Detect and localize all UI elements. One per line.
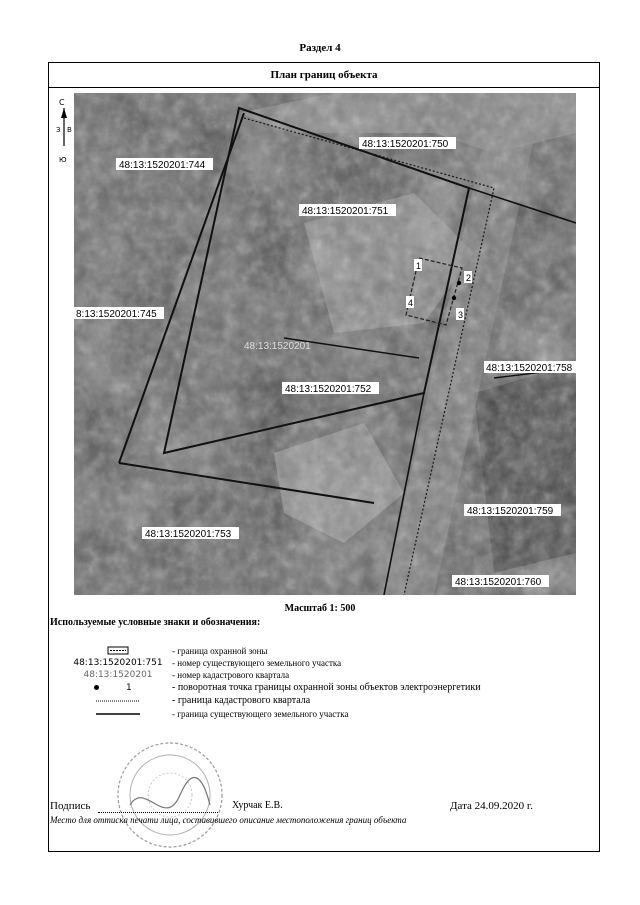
legend-item	[50, 682, 570, 694]
signature-date: Дата 24.09.2020 г.	[450, 800, 533, 812]
turning-point-symbol	[68, 682, 168, 694]
signature-underline	[98, 812, 218, 813]
legend-text: - граница существующего земельного участка	[172, 709, 349, 719]
compass-west: З	[56, 126, 61, 134]
parcel-label: 48:13:1520201:750	[362, 139, 449, 150]
parcel-number-symbol: 48:13:1520201:751	[73, 658, 163, 668]
parcel-label: 48:13:1520201:753	[145, 529, 232, 540]
parcel-label: 48:13:1520201:759	[467, 506, 554, 517]
legend-item	[50, 669, 570, 681]
parcel-label: 48:13:1520201:758	[486, 363, 573, 374]
compass-east: В	[67, 126, 72, 134]
map-scale: Масштаб 1: 500	[284, 603, 356, 614]
legend-item	[50, 645, 570, 657]
legend-item	[50, 657, 570, 669]
parcel-boundary-symbol	[68, 708, 168, 720]
parcel-label: 48:13:1520201:760	[455, 577, 542, 588]
stamp-note: Место для оттиска печати лица, составившего описание местоположения границ объекта	[50, 815, 407, 825]
compass-south: Ю	[59, 156, 67, 164]
compass-icon	[56, 96, 76, 166]
signature-label: Подпись	[50, 800, 91, 812]
point-number: 1	[126, 683, 132, 693]
legend-text: - поворотная точка границы охранной зоны объектов электроэнергетики	[172, 682, 481, 693]
turning-point	[452, 296, 456, 300]
signer-name: Хурчак Е.В.	[232, 800, 283, 811]
parcel-label: 48:13:1520201:751	[302, 206, 389, 217]
point-label: 3	[458, 310, 464, 320]
signature-line	[50, 800, 550, 814]
point-label: 2	[466, 273, 472, 283]
point-label: 4	[408, 298, 414, 308]
point-dot-icon	[94, 685, 99, 690]
legend-text: - номер существующего земельного участка	[172, 658, 342, 668]
legend-text: - граница кадастрового квартала	[172, 695, 311, 706]
legend-item	[50, 708, 570, 720]
legend-title: Используемые условные знаки и обозначения:	[50, 617, 261, 628]
quarter-number-symbol: 48:13:1520201	[83, 670, 153, 680]
legend-text: - номер кадастрового квартала	[172, 670, 290, 680]
protection-zone-symbol	[68, 645, 168, 657]
parcel-label: 48:13:1520201:744	[119, 160, 206, 171]
point-label: 1	[416, 261, 422, 271]
plan-title: План границ объекта	[49, 63, 599, 88]
section-title: Раздел 4	[299, 42, 341, 54]
legend-text: - граница охранной зоны	[172, 646, 268, 656]
parcel-label: 8:13:1520201:745	[76, 309, 157, 320]
turning-point	[457, 281, 461, 285]
aerial-map	[74, 93, 576, 595]
legend-item	[50, 695, 570, 707]
compass-north: С	[59, 98, 65, 107]
quarter-boundary-symbol	[68, 695, 168, 707]
parcel-label: 48:13:1520201:752	[285, 384, 372, 395]
quarter-label: 48:13:1520201	[244, 341, 311, 352]
stamp-seal	[110, 735, 230, 855]
